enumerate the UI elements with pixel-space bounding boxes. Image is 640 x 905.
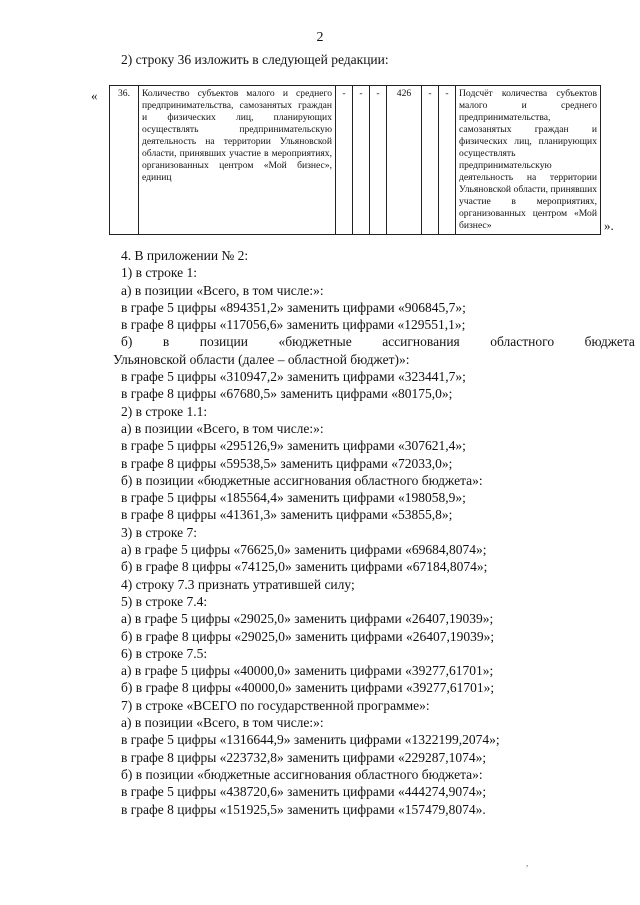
text-line: в графе 8 цифры «41361,3» заменить цифрами «53855,8»; — [121, 507, 453, 523]
text-line: б) в позиции «бюджетные ассигнования областного бюджета»: — [121, 766, 483, 782]
indicator-row-table — [109, 85, 601, 235]
row-cell-dash: - — [439, 86, 456, 235]
text-word: позиции — [199, 334, 248, 350]
text-word: бюджета — [584, 334, 635, 350]
text-word: в — [162, 334, 170, 350]
page-number: 2 — [316, 30, 324, 45]
text-line: в графе 5 цифры «185564,4» заменить цифрами «198058,9»; — [121, 490, 466, 506]
text-line: в графе 5 цифры «894351,2» заменить цифрами «906845,7»; — [121, 299, 466, 315]
text-word: «бюджетные — [278, 334, 352, 350]
text-line: 5) в строке 7.4: — [121, 593, 208, 609]
row-cell-dash: - — [353, 86, 370, 235]
row-comment: Подсчёт количества субъектов малого и среднего предпринимательства, самозанятых граждан и физических лиц, планирующих осуществлять предпринимательскую деятельность на территории Ульяновской области, принявших участие в мероприятиях, организованных центром «Мой бизнес» — [456, 86, 601, 235]
amendment-text — [0, 247, 640, 818]
text-line: 7) в строке «ВСЕГО по государственной программе»: — [121, 697, 430, 713]
text-line: а) в графе 5 цифры «76625,0» заменить цифрами «69684,8074»; — [121, 542, 487, 558]
row-cell-dash: - — [336, 86, 353, 235]
row-description: Количество субъектов малого и среднего предпринимательства, самозанятых граждан и физических лиц, планирующих осуществлять предпринимательскую деятельность на территории Ульяновской области, принявших участие в мероприятиях, организованных центром «Мой бизнес», единиц — [139, 86, 336, 235]
text-line: 6) в строке 7.5: — [121, 645, 208, 661]
text-line: 4. В приложении № 2: — [121, 248, 249, 263]
quote-close: ». — [604, 218, 614, 233]
text-line: в графе 5 цифры «310947,2» заменить цифрами «323441,7»; — [121, 369, 466, 385]
text-line: 2) в строке 1.1: — [121, 403, 208, 419]
text-line: в графе 8 цифры «117056,6» заменить цифрами «129551,1»; — [121, 317, 466, 333]
text-line: 3) в строке 7: — [121, 524, 198, 540]
text-line: б) в графе 8 цифры «29025,0» заменить цифрами «26407,19039»; — [121, 628, 495, 644]
text-line: 1) в строке 1: — [121, 265, 198, 281]
text-line: а) в позиции «Всего, в том числе:»: — [121, 715, 324, 731]
text-line: б) в графе 8 цифры «40000,0» заменить цифрами «39277,61701»; — [121, 680, 495, 696]
text-word: областного — [490, 334, 555, 350]
text-line: б) в позиции «бюджетные ассигнования областного бюджета»: — [121, 472, 483, 488]
text-line: в графе 8 цифры «151925,5» заменить цифрами «157479,8074». — [121, 801, 486, 817]
table-row — [110, 86, 601, 235]
text-line: б) в графе 8 цифры «74125,0» заменить цифрами «67184,8074»; — [121, 559, 488, 575]
text-line: а) в графе 5 цифры «29025,0» заменить цифрами «26407,19039»; — [121, 611, 494, 627]
text-word: б) — [121, 334, 133, 350]
text-line: Ульяновской области (далее – областной бюджет)»: — [113, 351, 410, 367]
intro-line: 2) строку 36 изложить в следующей редакции: — [121, 52, 389, 67]
text-line: 4) строку 7.3 признать утратившей силу; — [121, 576, 355, 592]
text-line: в графе 5 цифры «295126,9» заменить цифрами «307621,4»; — [121, 438, 466, 454]
text-line: а) в позиции «Всего, в том числе:»: — [121, 282, 324, 298]
row-number: 36. — [110, 86, 139, 235]
text-line: в графе 8 цифры «67680,5» заменить цифрами «80175,0»; — [121, 386, 453, 402]
quote-open: « — [91, 88, 98, 103]
text-line: в графе 5 цифры «1316644,9» заменить цифрами «1322199,2074»; — [121, 732, 500, 748]
row-cell-dash: - — [422, 86, 439, 235]
text-word: ассигнования — [382, 334, 460, 350]
text-line: в графе 5 цифры «438720,6» заменить цифрами «444274,9074»; — [121, 784, 487, 800]
text-line — [0, 333, 635, 350]
text-line: в графе 8 цифры «59538,5» заменить цифрами «72033,0»; — [121, 455, 453, 471]
row-cell-value: 426 — [387, 86, 422, 235]
scan-mark: , — [526, 858, 529, 868]
row-cell-dash: - — [370, 86, 387, 235]
text-line: а) в позиции «Всего, в том числе:»: — [121, 420, 324, 436]
text-line: а) в графе 5 цифры «40000,0» заменить цифрами «39277,61701»; — [121, 663, 494, 679]
text-line: в графе 8 цифры «223732,8» заменить цифрами «229287,1074»; — [121, 749, 487, 765]
